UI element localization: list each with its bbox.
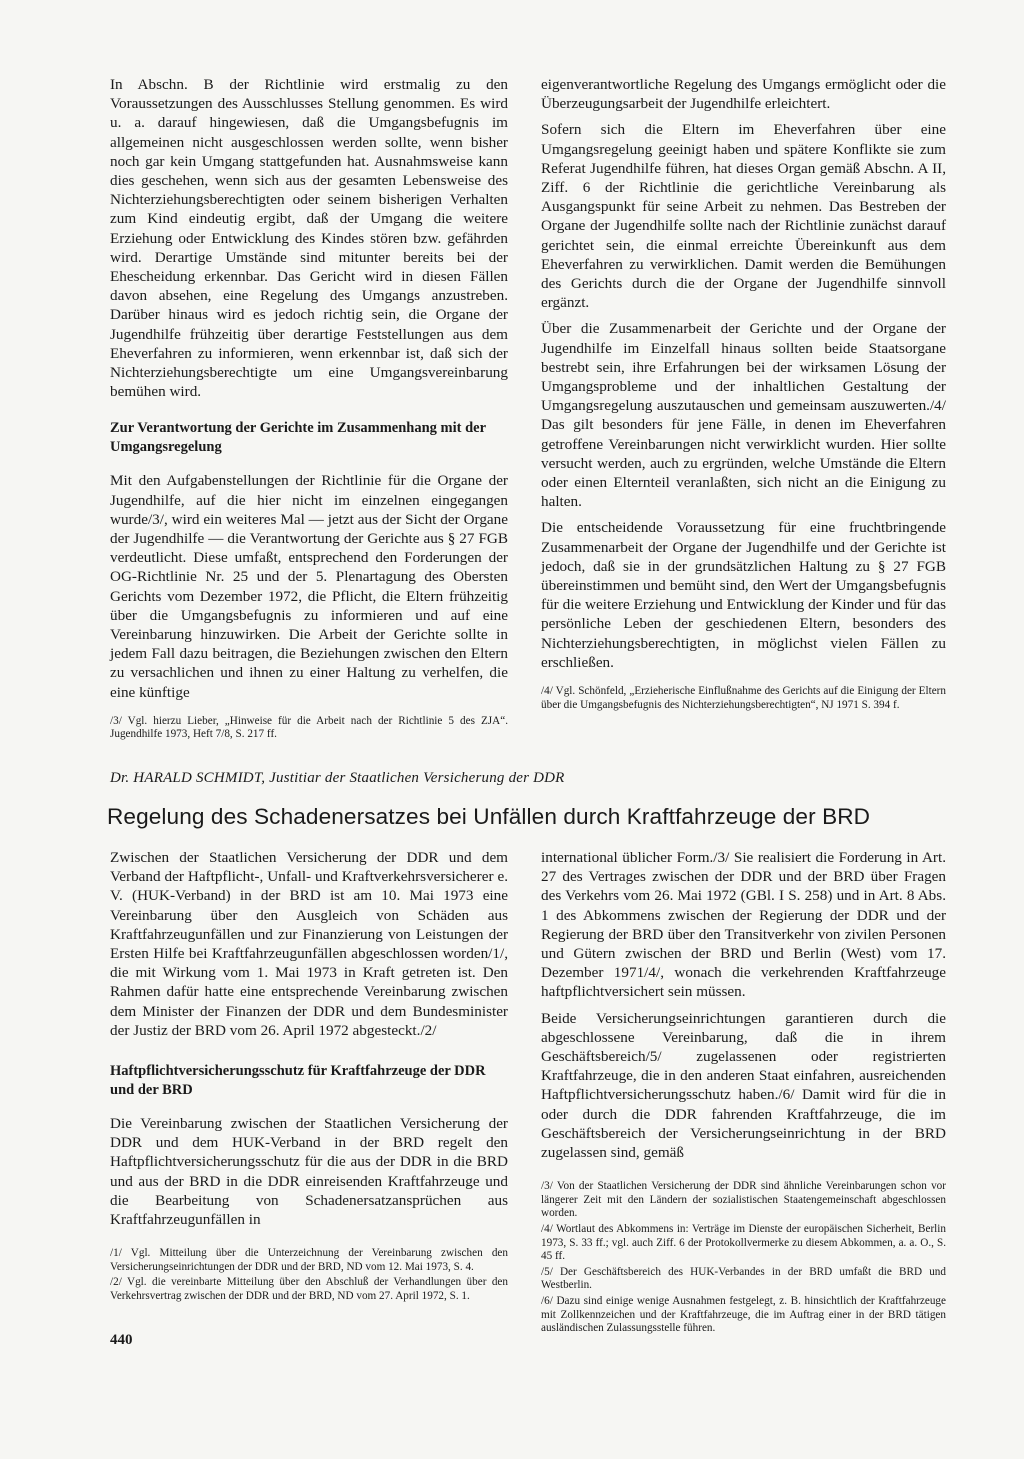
article-headline: Regelung des Schadenersatzes bei Unfällen durch Kraftfahrzeuge der BRD <box>107 804 871 829</box>
footnote: /6/ Dazu sind einige wenige Ausnahmen festgelegt, z. B. hinsichtlich der Kraftfahrzeuge mit Zollkennzeichen und der Kraftfahrzeuge, die im Auftrag einer in der BRD tätigen ausländischen Zulassungsstelle führen. <box>541 1295 946 1335</box>
footnote: /5/ Der Geschäftsbereich des HUK-Verbandes in der BRD umfaßt die BRD und Westberlin. <box>541 1265 946 1292</box>
article-right-column <box>541 848 946 1336</box>
paragraph: Sofern sich die Eltern im Eheverfahren über eine Umgangsregelung geeinigt haben und spätere Konflikte sie zum Referat Jugendhilfe führen, hat dieses Organ gemäß Abschn. A II, Ziff. 6 der Richtlinie die gerichtliche Vereinbarung als Ausgangspunkt für seine Arbeit zu nehmen. Das Bestreben der Organe der Jugendhilfe sollte nach der Richtlinie zunächst darauf gerichtet sein, die einmal erreichte Übereinkunft aus dem Eheverfahren zu verwirklichen. Damit werden die Bemühungen des Gerichts durch die der Organe der Jugendhilfe sinnvoll ergänzt. <box>541 121 946 312</box>
paragraph: Beide Versicherungseinrichtungen garantieren durch die abgeschlossene Vereinbarung, daß die in ihrem Geschäftsbereich/5/ zugelassenen oder registrierten Kraftfahrzeuge, die in den anderen Staat einfahren, ausreichenden Haftpflichtversicherungsschutz haben./6/ Damit wird für die in oder durch die DDR fahrenden Kraftfahrzeuge, die im Geschäftsbereich der Versicherungseinrichtung in der BRD zugelassen sind, gemäß <box>541 1009 946 1162</box>
paragraph: Zwischen der Staatlichen Versicherung der DDR und dem Verband der Haftpflicht-, Unfall- und Kraftverkehrsversicherer e. V. (HUK-Verband) in der BRD ist am 10. Mai 1973 eine Vereinbarung über den Ausgleich von Schäden aus Kraftfahrzeugunfällen und zur Finanzierung von Leistungen der Ersten Hilfe bei Kraftfahrzeugunfällen abgeschlossen worden/1/, die mit Wirkung vom 1. Mai 1973 in Kraft getreten ist. Den Rahmen dafür hatte eine entsprechende Vereinbarung zwischen dem Minister der Finanzen der DDR und dem Bundesminister der Justiz der BRD vom 26. April 1972 abgesteckt./2/ <box>110 849 508 1039</box>
paragraph: In Abschn. B der Richtlinie wird erstmalig zu den Voraussetzungen des Ausschlusses Stellung genommen. Es wird u. a. darauf hingewiesen, daß die Umgangsbefugnis im allgemeinen nicht ausgeschlossen werden sollte, wenn bisher noch gar kein Umgang stattgefunden hat. Ausnahmsweise kann dies geschehen, wenn sich aus der gesamten Lebensweise des Nichterziehungsberechtigten oder seinem bisherigen Verhalten zum Kind eindeutig ergibt, daß der Umgang die weitere Erziehung oder Entwicklung des Kindes stören bzw. gefährden wird. Derartige Umstände sind mitunter bereits bei der Ehescheidung erkennbar. Das Gericht wird in diesen Fällen davon absehen, eine Regelung des Umgangs anzustreben. Darüber hinaus wird es jedoch richtig sein, die Organe der Jugendhilfe frühzeitig über derartige Feststellungen aus dem Eheverfahren zu informieren, wenn erkennbar ist, daß sich der Nichterziehungsberechtigte um eine Umgangsvereinbarung bemühen wird. <box>110 76 508 401</box>
footnote: /4/ Vgl. Schönfeld, „Erzieherische Einflußnahme des Gerichts auf die Einigung der Eltern über die Umgangsbefugnis des Nichterziehungsberechtigten“, NJ 1971 S. 394 f. <box>541 685 946 711</box>
upper-right-column <box>541 75 946 712</box>
paragraph: Die entscheidende Voraussetzung für eine fruchtbringende Zusammenarbeit der Organe der Jugendhilfe und der Gerichte ist jedoch, daß sie in der grundsätzlichen Haltung zu § 27 FGB übereinstimmen und bemüht sind, den Wert der Umgangsbefugnis für die weitere Erziehung und Entwicklung der Kinder und für das persönliche Leben der geschiedenen Eltern, besonders des Nichterziehungsberechtigten, in möglichst vielen Fällen zu erschließen. <box>541 519 946 671</box>
article-left-column <box>110 848 508 1304</box>
paragraph: Über die Zusammenarbeit der Gerichte und der Organe der Jugendhilfe im Einzelfall hinaus sollten beide Staatsorgane bestrebt sein, ihre Erfahrungen bei der wirksamen Lösung der Umgangsprobleme und der inhaltlichen Gestaltung der Umgangsregelung auszutauschen und gemeinsam auszuwerten./4/ Das gilt besonders für jene Fälle, in denen im Eheverfahren getroffene Vereinbarungen nicht verwirklicht wurden. Hier sollte versucht werden, auch zu ergründen, welche Umstände die Eltern oder einen Elternteil veranlaßten, sich nicht an die Einigung zu halten. <box>541 320 946 511</box>
footnote: /4/ Wortlaut des Abkommens in: Verträge im Dienste der europäischen Sicherheit, Berlin 1973, S. 33 ff.; vgl. auch Ziff. 6 der Protokollvermerke zu diesem Abkommen, a. a. O., S. 45 ff. <box>541 1223 946 1263</box>
footnote: /1/ Vgl. Mitteilung über die Unterzeichnung der Vereinbarung zwischen den Versicherungseinrichtungen der DDR und der BRD, ND vom 12. Mai 1973, S. 4. <box>110 1247 508 1273</box>
footnote: /2/ Vgl. die vereinbarte Mitteilung über den Abschluß der Verhandlungen über den Verkehrsvertrag zwischen der DDR und der BRD, ND vom 27. April 1972, S. 1. <box>110 1276 508 1303</box>
upper-left-column <box>110 75 508 742</box>
paragraph: Die Vereinbarung zwischen der Staatlichen Versicherung der DDR und dem HUK-Verband in der BRD regelt den Haftpflichtversicherungsschutz für die aus der DDR in die BRD und aus der BRD in die DDR einreisenden Kraftfahrzeuge und die Bearbeitung von Schadenersatzansprüchen aus Kraftfahrzeugunfällen in <box>110 1115 508 1229</box>
author-byline: Dr. HARALD SCHMIDT, Justitiar der Staatlichen Versicherung der DDR <box>110 770 565 786</box>
footnote: /3/ Von der Staatlichen Versicherung der DDR sind ähnliche Vereinbarungen schon vor längerer Zeit mit den Ländern der sozialistischen Staatengemeinschaft abgeschlossen worden. <box>541 1180 946 1220</box>
section-heading: Zur Verantwortung der Gerichte im Zusammenhang mit der Umgangsregelung <box>110 420 486 456</box>
paragraph: Mit den Aufgabenstellungen der Richtlinie für die Organe der Jugendhilfe, auf die hier nicht im einzelnen eingegangen wurde/3/, wird ein weiteres Mal — jetzt aus der Sicht der Organe der Jugendhilfe — die Verantwortung der Gerichte aus § 27 FGB verdeutlicht. Diese umfaßt, entsprechend den Forderungen der OG-Richtlinie Nr. 25 und der 5. Plenartagung des Obersten Gerichts vom Dezember 1972, die Pflicht, die Eltern frühzeitig über die Umgangsbefugnis zu informieren und auf eine Vereinbarung hinzuwirken. Die Arbeit der Gerichte sollte in jedem Fall dazu beitragen, die Beziehungen zwischen den Eltern zu versachlichen und ihnen zu einer Haltung zu verhelfen, die eine künftige <box>110 472 508 701</box>
footnote: /3/ Vgl. hierzu Lieber, „Hinweise für die Arbeit nach der Richtlinie 5 des ZJA“. Jugendhilfe 1973, Heft 7/8, S. 217 ff. <box>110 714 508 741</box>
page-number: 440 <box>110 1332 133 1348</box>
paragraph: international üblicher Form./3/ Sie realisiert die Forderung in Art. 27 des Vertrages zwischen der DDR und der BRD über Fragen des Verkehrs vom 26. Mai 1972 (GBl. I S. 258) und in Art. 8 Abs. 1 des Abkommens zwischen der Regierung der DDR und der Regierung der BRD über den Transitverkehr von zivilen Personen und Gütern zwischen der BRD und Berlin (West) vom 17. Dezember 1971/4/, wonach die verkehrenden Kraftfahrzeuge haftpflichtversichert sein müssen. <box>541 849 946 1001</box>
section-heading: Haftpflichtversicherungsschutz für Kraftfahrzeuge der DDR und der BRD <box>110 1063 486 1099</box>
paragraph: eigenverantwortliche Regelung des Umgangs ermöglicht oder die Überzeugungsarbeit der Jugendhilfe erleichtert. <box>541 76 946 113</box>
